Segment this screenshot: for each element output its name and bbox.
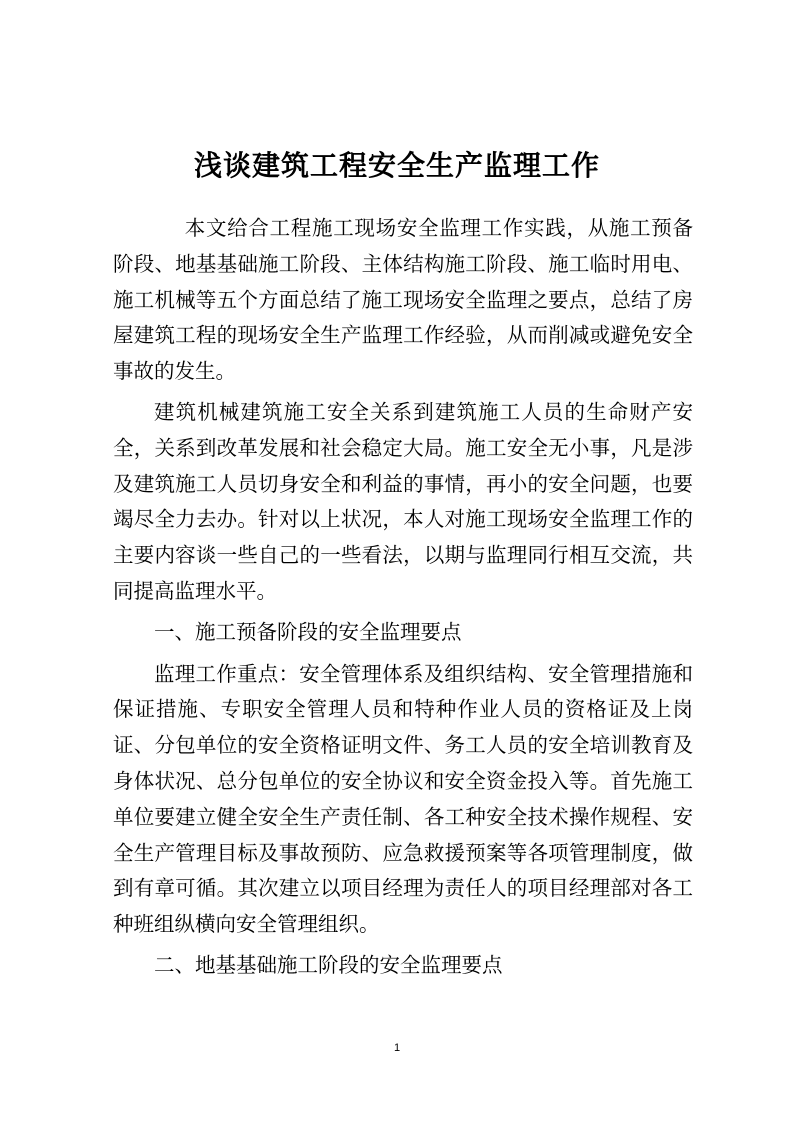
document-body bbox=[113, 211, 693, 990]
abstract-paragraph: 本文给合工程施工现场安全监理工作实践，从施工预备阶段、地基基础施工阶段、主体结构施工阶段、施工临时用电、施工机械等五个方面总结了施工现场安全监理之要点，总结了房屋建筑工程的现场安全生产监理工作经验，从而削减或避免安全事故的发生。 bbox=[113, 216, 693, 384]
section-2-heading: 二、地基基础施工阶段的安全监理要点 bbox=[154, 952, 503, 977]
document-title: 浅谈建筑工程安全生产监理工作 bbox=[193, 149, 600, 182]
intro-paragraph: 建筑机械建筑施工安全关系到建筑施工人员的生命财产安全，关系到改革发展和社会稳定大局。施工安全无小事，凡是涉及建筑施工人员切身安全和利益的事情，再小的安全问题，也要竭尽全力去办。针对以上状况，本人对施工现场安全监理工作的主要内容谈一些自己的一些看法，以期与监理同行相互交流，共同提高监理水平。 bbox=[113, 399, 693, 603]
section-1-heading: 一、施工预备阶段的安全监理要点 bbox=[154, 619, 462, 644]
page-number: 1 bbox=[393, 1042, 401, 1054]
section-1-paragraph: 监理工作重点：安全管理体系及组织结构、安全管理措施和保证措施、专职安全管理人员和特种作业人员的资格证及上岗证、分包单位的安全资格证明文件、务工人员的安全培训教育及身体状况、总分包单位的安全协议和安全资金投入等。首先施工单位要建立健全安全生产责任制、各工种安全技术操作规程、安全生产管理目标及事故预防、应急救援预案等各项管理制度，做到有章可循。其次建立以项目经理为责任人的项目经理部对各工种班组纵横向安全管理组织。 bbox=[113, 661, 693, 937]
